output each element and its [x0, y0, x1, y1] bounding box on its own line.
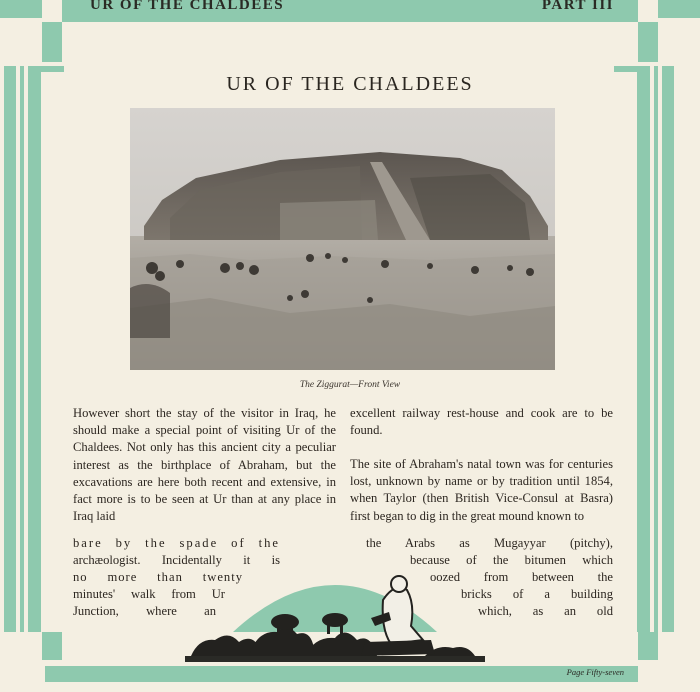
right-tail-line: because of the bitumen which	[410, 553, 613, 567]
right-stripe-inner	[637, 66, 650, 632]
footer-band	[45, 666, 638, 682]
right-stripe-thin	[654, 66, 658, 632]
header-band	[62, 0, 638, 22]
body-right-paragraph-1: excellent railway rest-house and cook are to be found.	[350, 406, 613, 438]
right-tail-line: the Arabs as Mugayyar (pitchy),	[366, 536, 613, 550]
ziggurat-photo	[130, 108, 555, 370]
header-title: UR OF THE CHALDEES	[90, 0, 285, 13]
corner-block-top-left	[0, 0, 42, 18]
body-right-paragraph-2: The site of Abraham's natal town was for centuries lost, unknown by name or by tradition until 1854, when Taylor (then British Vice-Consul at Basra) first began to dig in the great mound known to	[350, 457, 613, 523]
right-stripe-hook	[614, 66, 650, 72]
corner-block-bottom-left	[42, 632, 62, 660]
page-title: UR OF THE CHALDEES	[226, 73, 474, 95]
left-stripe-inner	[28, 66, 41, 632]
decorative-vignette	[185, 560, 485, 665]
corner-block-top-left-2	[42, 22, 62, 62]
left-tail-line: no more than twenty	[73, 570, 243, 584]
left-stripe-outer	[4, 66, 16, 632]
right-stripe-outer	[662, 66, 674, 632]
photo-caption: The Ziggurat—Front View	[299, 380, 401, 390]
corner-block-top-right	[658, 0, 700, 18]
header-part-label: PART III	[541, 0, 614, 13]
corner-block-bottom-right	[638, 632, 658, 660]
right-tail-line: oozed from between the	[430, 570, 613, 584]
left-tail-line: minutes' walk from Ur	[73, 587, 225, 601]
left-tail-line: archæologist. Incidentally it is	[73, 553, 280, 567]
left-tail-line: Junction, where an	[73, 604, 216, 618]
page-number: Page Fifty-seven	[566, 667, 624, 677]
ziggurat-photo-drawing	[130, 108, 555, 370]
shepherd-illustration-icon	[185, 560, 485, 665]
left-tail-line: bare by the spade of the	[73, 536, 280, 550]
right-tail-line: which, as an old	[478, 604, 613, 618]
left-stripe-thin	[20, 66, 24, 632]
corner-block-top-right-2	[638, 22, 658, 62]
right-tail-line: bricks of a building	[461, 587, 613, 601]
body-left-column: However short the stay of the visitor in Iraq, he should make a special point of visiting Ur of the Chaldees. Not only has this ancient city a peculiar interest as the birthplace of Abraham, but the excavations are here both recent and extensive, in fact more is to be seen at Ur than at any place in Iraq laid	[73, 406, 336, 524]
left-stripe-hook	[28, 66, 64, 72]
